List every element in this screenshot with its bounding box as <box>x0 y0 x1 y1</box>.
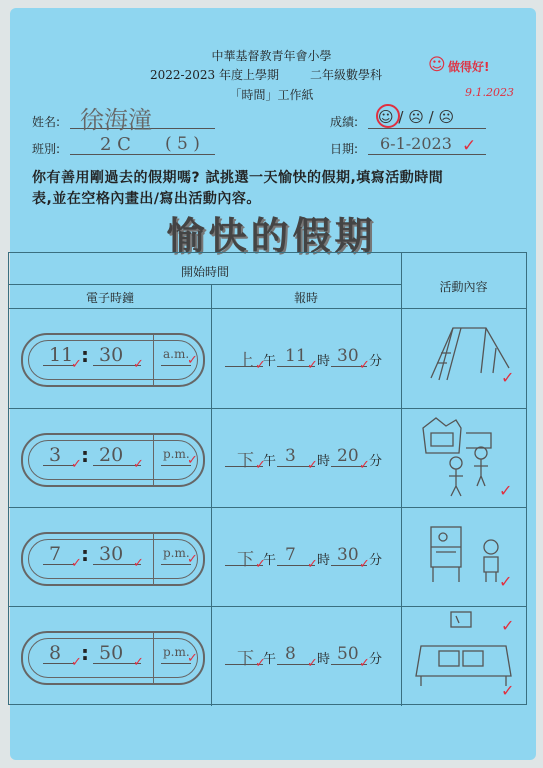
checkmark-icon: ✓ <box>307 656 318 671</box>
spoken-minute: 20 <box>337 446 359 466</box>
clock-colon: : <box>81 343 89 367</box>
grade-faces: ☺ / ☹ / ☹ <box>378 108 455 126</box>
dinner-drawing <box>401 507 526 606</box>
sofa-tv-drawing <box>401 606 526 706</box>
schedule-table <box>8 252 527 705</box>
svg-text:✓: ✓ <box>501 368 515 387</box>
clock-colon: : <box>81 542 89 566</box>
clock-hour: 11 <box>49 344 74 366</box>
term-label: 2022-2023 年度上學期 <box>150 68 279 82</box>
play-drawing <box>401 408 526 507</box>
hour-word: 時 <box>317 553 331 568</box>
clock-colon: : <box>81 641 89 665</box>
digital-clock <box>21 333 205 387</box>
checkmark-icon: ✓ <box>133 457 144 472</box>
digital-clock <box>21 532 205 586</box>
checkmark-icon: ✓ <box>187 651 198 666</box>
class-number: ( 5 ) <box>165 134 200 154</box>
subject-label: 二年級數學科 <box>310 68 383 82</box>
date-value: 6-1-2023 <box>380 134 452 153</box>
checkmark-icon: ✓ <box>462 136 477 156</box>
minute-word: 分 <box>369 553 383 568</box>
noon-word: 午 <box>263 553 277 568</box>
name-label: 姓名: <box>32 115 61 129</box>
spoken-time <box>219 346 399 376</box>
clock-ampm: p.m. <box>163 546 190 560</box>
date-label: 日期: <box>330 142 359 156</box>
checkmark-icon: ✓ <box>133 655 144 670</box>
spoken-time <box>219 644 399 674</box>
checkmark-icon: ✓ <box>71 655 82 670</box>
student-name: 徐海潼 <box>80 106 152 134</box>
class-value: 2 C <box>100 134 131 155</box>
spoken-minute: 30 <box>337 545 359 565</box>
spoken-period: 下 <box>237 649 254 669</box>
minute-word: 分 <box>369 454 383 469</box>
svg-text:✓: ✓ <box>499 481 513 500</box>
header-spoken-time: 報時 <box>293 291 318 305</box>
svg-text:✓: ✓ <box>501 616 515 635</box>
instruction-line-2: 表,並在空格內畫出/寫出活動內容。 <box>32 191 261 207</box>
checkmark-icon: ✓ <box>71 357 82 372</box>
checkmark-icon: ✓ <box>307 458 318 473</box>
hour-word: 時 <box>317 652 331 667</box>
hour-word: 時 <box>317 354 331 369</box>
checkmark-icon: ✓ <box>307 358 318 373</box>
spoken-hour: 3 <box>285 446 296 466</box>
checkmark-icon: ✓ <box>255 458 266 473</box>
header-digital-clock: 電子時鐘 <box>85 291 134 305</box>
grade-label: 成績: <box>330 115 359 129</box>
spoken-period: 下 <box>237 550 254 570</box>
school-name: 中華基督教青年會小學 <box>211 49 332 63</box>
spoken-minute: 50 <box>337 644 359 664</box>
clock-hour: 7 <box>49 543 62 565</box>
checkmark-icon: ✓ <box>71 457 82 472</box>
digital-clock <box>21 631 205 685</box>
checkmark-icon: ✓ <box>187 353 198 368</box>
digital-clock <box>21 433 205 487</box>
checkmark-icon: ✓ <box>359 458 370 473</box>
header-activity: 活動內容 <box>439 280 488 294</box>
svg-text:✓: ✓ <box>499 572 513 591</box>
praise-stamp: 做得好! <box>448 60 490 74</box>
activity-title: 愉快的假期 <box>166 213 377 258</box>
noon-word: 午 <box>263 354 277 369</box>
class-label: 班別: <box>32 142 61 156</box>
checkmark-icon: ✓ <box>133 357 144 372</box>
mark-date: 9.1.2023 <box>465 86 514 99</box>
spoken-minute: 30 <box>337 346 359 366</box>
checkmark-icon: ✓ <box>359 557 370 572</box>
clock-ampm: p.m. <box>163 447 190 461</box>
hour-word: 時 <box>317 454 331 469</box>
svg-text:✓: ✓ <box>501 681 515 700</box>
minute-word: 分 <box>369 354 383 369</box>
checkmark-icon: ✓ <box>187 453 198 468</box>
noon-word: 午 <box>263 652 277 667</box>
spoken-hour: 11 <box>285 346 307 366</box>
checkmark-icon: ✓ <box>307 557 318 572</box>
spoken-hour: 7 <box>285 545 296 565</box>
header-start-time: 開始時間 <box>180 265 229 279</box>
checkmark-icon: ✓ <box>359 656 370 671</box>
clock-minute: 20 <box>99 444 124 466</box>
checkmark-icon: ✓ <box>255 656 266 671</box>
clock-colon: : <box>81 443 89 467</box>
clock-hour: 3 <box>49 444 62 466</box>
monkey-stamp-icon: ☺ <box>428 55 446 75</box>
slide-drawing <box>401 308 526 408</box>
clock-minute: 30 <box>99 543 124 565</box>
checkmark-icon: ✓ <box>71 556 82 571</box>
checkmark-icon: ✓ <box>359 358 370 373</box>
spoken-period: 下 <box>237 451 254 471</box>
noon-word: 午 <box>263 454 277 469</box>
instruction-line-1: 你有善用剛過去的假期嗎? 試挑選一天愉快的假期,填寫活動時間 <box>32 170 444 186</box>
checkmark-icon: ✓ <box>133 556 144 571</box>
selected-face-circle <box>376 104 400 128</box>
clock-ampm: a.m. <box>163 347 190 361</box>
clock-minute: 30 <box>99 344 124 366</box>
minute-word: 分 <box>369 652 383 667</box>
checkmark-icon: ✓ <box>255 358 266 373</box>
spoken-hour: 8 <box>285 644 296 664</box>
spoken-period: 上 <box>237 351 254 371</box>
worksheet-title: 「時間」工作紙 <box>229 88 314 102</box>
clock-ampm: p.m. <box>163 645 190 659</box>
checkmark-icon: ✓ <box>255 557 266 572</box>
clock-hour: 8 <box>49 642 62 664</box>
checkmark-icon: ✓ <box>187 552 198 567</box>
clock-minute: 50 <box>99 642 124 664</box>
spoken-time <box>219 446 399 476</box>
spoken-time <box>219 545 399 575</box>
